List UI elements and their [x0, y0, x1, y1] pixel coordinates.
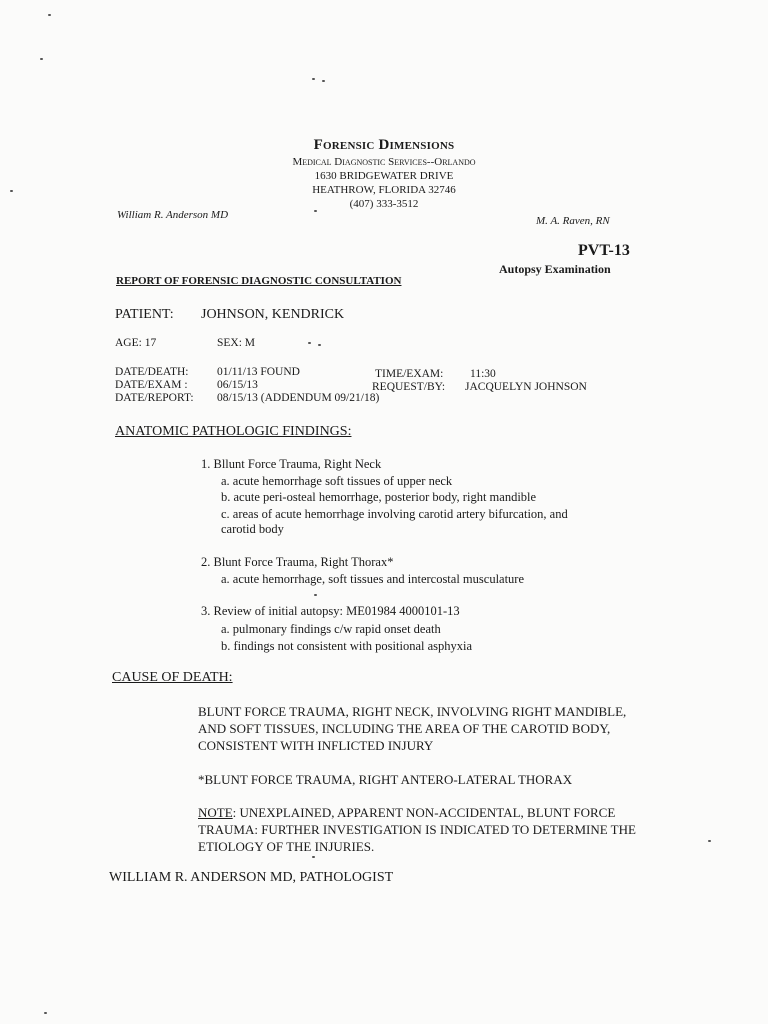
letterhead-org: Forensic Dimensions	[313, 137, 455, 153]
doc-code: PVT-13	[578, 242, 630, 259]
finding-2-title: 2. Blunt Force Trauma, Right Thorax*	[201, 555, 394, 569]
note-label: NOTE	[198, 805, 233, 820]
patient-label: PATIENT:	[115, 307, 174, 322]
pathologist-signature: WILLIAM R. ANDERSON MD, PATHOLOGIST	[109, 870, 394, 885]
doc-kind: Autopsy Examination	[499, 262, 611, 276]
findings-heading: ANATOMIC PATHOLOGIC FINDINGS:	[115, 424, 352, 439]
cause-note	[198, 804, 638, 855]
finding-1b: b. acute peri-osteal hemorrhage, posterior body, right mandible	[221, 490, 537, 504]
letterhead-line: Medical Diagnostic Services--Orlando	[292, 156, 476, 168]
age-label: AGE: 17	[115, 337, 157, 349]
date-report-value: 08/15/13 (ADDENDUM 09/21/18)	[217, 392, 380, 404]
request-by-value: JACQUELYN JOHNSON	[465, 381, 587, 393]
scan-speck	[312, 78, 315, 80]
date-report-label: DATE/REPORT:	[115, 392, 194, 404]
scan-speck	[44, 1012, 47, 1014]
date-death-label: DATE/DEATH:	[115, 366, 189, 378]
finding-3-title: 3. Review of initial autopsy: ME01984 4000101-13	[201, 604, 460, 618]
scan-speck	[314, 594, 317, 596]
scan-speck	[312, 856, 315, 858]
scan-speck	[322, 80, 325, 82]
time-exam-label: TIME/EXAM:	[375, 368, 444, 380]
report-title: REPORT OF FORENSIC DIAGNOSTIC CONSULTATION	[116, 275, 402, 287]
finding-1-title: 1. Bllunt Force Trauma, Right Neck	[201, 457, 382, 471]
finding-2a: a. acute hemorrhage, soft tissues and intercostal musculature	[221, 572, 525, 586]
right-signature: M. A. Raven, RN	[536, 215, 610, 227]
scan-speck	[40, 58, 43, 60]
scan-speck	[308, 342, 311, 344]
finding-1a: a. acute hemorrhage soft tissues of upper neck	[221, 474, 453, 488]
cause-heading: CAUSE OF DEATH:	[112, 670, 233, 685]
left-signature: William R. Anderson MD	[117, 209, 229, 221]
patient-name: JOHNSON, KENDRICK	[201, 307, 345, 322]
cause-paragraph: BLUNT FORCE TRAUMA, RIGHT NECK, INVOLVING RIGHT MANDIBLE, AND SOFT TISSUES, INCLUDING THE AREA OF THE CAROTID BODY, CONSISTENT WITH INFLICTED INJURY	[198, 704, 627, 753]
finding-1c-cont: carotid body	[221, 522, 284, 536]
request-by-label: REQUEST/BY:	[372, 381, 446, 393]
letterhead-phone: (407) 333-3512	[349, 198, 419, 210]
sex-label: SEX: M	[217, 337, 256, 349]
scan-speck	[314, 210, 317, 212]
finding-3b: b. findings not consistent with positional asphyxia	[221, 639, 473, 653]
finding-1c: c. areas of acute hemorrhage involving carotid artery bifurcation, and	[221, 507, 568, 521]
letterhead-address: 1630 BRIDGEWATER DRIVE	[314, 170, 454, 182]
cause-thorax: *BLUNT FORCE TRAUMA, RIGHT ANTERO-LATERAL THORAX	[198, 772, 573, 787]
date-exam-value: 06/15/13	[217, 379, 258, 391]
finding-3a: a. pulmonary findings c/w rapid onset death	[221, 622, 441, 636]
scan-speck	[318, 344, 321, 346]
date-exam-label: DATE/EXAM :	[115, 379, 188, 391]
date-death-value: 01/11/13 FOUND	[217, 366, 300, 378]
scan-speck	[48, 14, 51, 16]
scan-speck	[708, 840, 711, 842]
letterhead-city: HEATHROW, FLORIDA 32746	[312, 184, 456, 196]
time-exam-value: 11:30	[470, 368, 496, 380]
note-text: : UNEXPLAINED, APPARENT NON-ACCIDENTAL, BLUNT FORCE TRAUMA: FURTHER INVESTIGATION IS INDICATED TO DETERMINE THE ETIOLOGY OF THE INJURIES.	[198, 805, 636, 854]
